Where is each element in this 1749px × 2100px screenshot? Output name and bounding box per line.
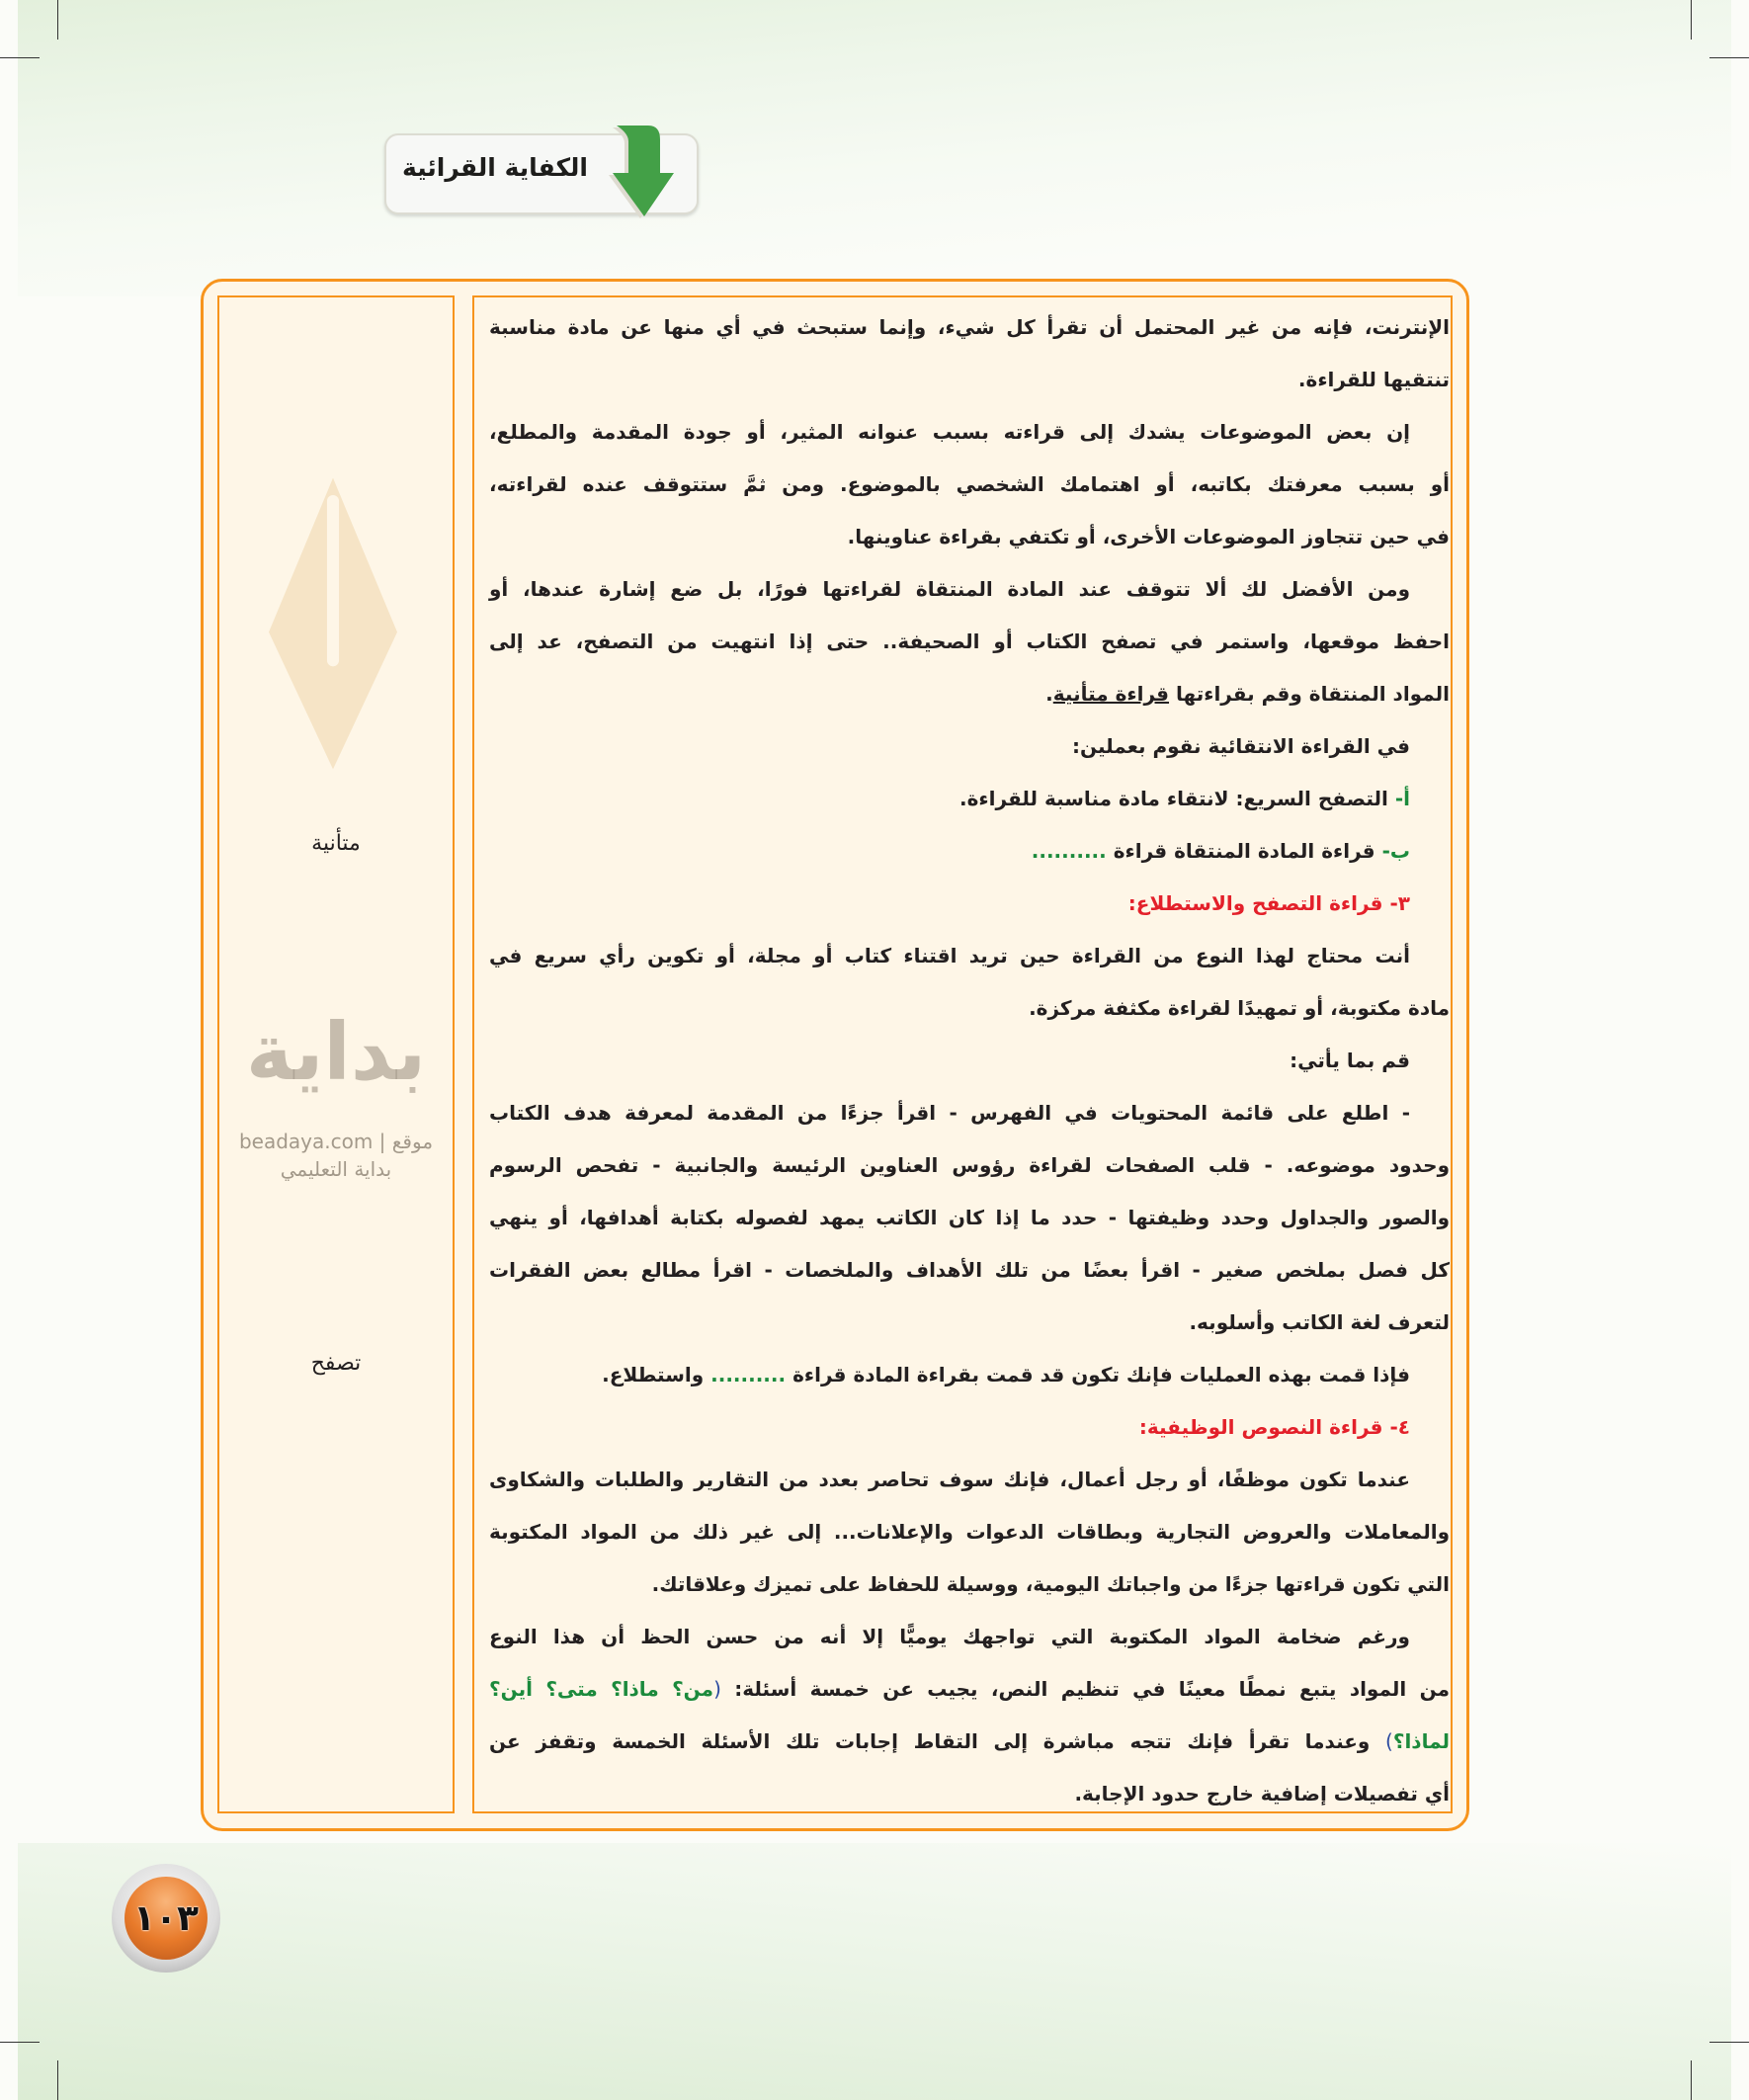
text-segment: - اطلع على قائمة المحتويات في الفهرس - اقرأ جزءًا من المقدمة لمعرفة هدف الكتاب [489, 1101, 1410, 1125]
text-line [489, 1192, 1450, 1244]
text-line [489, 668, 1450, 720]
text-line [489, 1244, 1450, 1297]
bottom-background-wave [18, 1843, 1731, 2100]
text-line [489, 878, 1450, 930]
text-line [489, 301, 1450, 354]
text-segment: أو بسبب معرفتك بكاتبه، أو اهتمامك الشخصي بالموضوع. ومن ثمَّ ستتوقف عنده لقراءته، [489, 472, 1450, 496]
text-segment: المواد المنتقاة وقم بقراءتها [1169, 682, 1450, 706]
text-line [489, 1297, 1450, 1349]
text-line [489, 1401, 1450, 1454]
text-segment: إن بعض الموضوعات يشدك إلى قراءته بسبب عنوانه المثير، أو جودة المقدمة والمطلع، [489, 420, 1410, 444]
crop-mark [1691, 2060, 1692, 2100]
crop-mark [1709, 2042, 1749, 2043]
text-line [489, 1611, 1450, 1663]
highlighted-text: ب- [1374, 839, 1410, 863]
text-segment: التي تكون قراءتها جزءًا من واجباتك اليومية، ووسيلة للحفاظ على تميزك وعلاقاتك. [651, 1572, 1450, 1596]
text-segment: وحدود موضوعه. - قلب الصفحات لقراءة رؤوس العناوين الرئيسة والجانبية - تفحص الرسوم [489, 1153, 1450, 1177]
highlighted-text: من؟ ماذا؟ متى؟ أين؟ [489, 1677, 714, 1701]
text-segment: التصفح السريع: لانتقاء مادة مناسبة للقراءة. [959, 787, 1388, 810]
crop-mark [0, 57, 40, 58]
text-segment: الإنترنت، فإنه من غير المحتمل أن تقرأ كل شيء، وإنما ستبحث في أي منها عن مادة مناسبة [489, 315, 1450, 339]
text-line [489, 1558, 1450, 1611]
text-segment: مادة مكتوبة، أو تمهيدًا لقراءة مكثفة مركزة. [1029, 996, 1450, 1020]
text-line [489, 982, 1450, 1035]
text-segment: . [1045, 682, 1053, 706]
section-title: الكفاية القرائية [402, 153, 588, 182]
text-segment: في القراءة الانتقائية نقوم بعملين: [1071, 734, 1410, 758]
text-line [489, 825, 1450, 878]
crop-mark [1709, 57, 1749, 58]
text-segment: أنت محتاج لهذا النوع من القراءة حين تريد اقتناء كتاب أو مجلة، أو تكوين رأي سريع في [489, 944, 1410, 967]
watermark-logo: بداية [245, 1006, 427, 1098]
text-segment: كل فصل بملخص صغير - اقرأ بعضًا من تلك الأهداف والملخصات - اقرأ مطالع بعض الفقرات [489, 1258, 1450, 1282]
page-number-badge [112, 1864, 220, 1973]
top-background-wave [18, 0, 1731, 296]
section-heading: ٤- قراءة النصوص الوظيفية: [1138, 1415, 1410, 1439]
text-segment: ( [713, 1677, 721, 1701]
text-segment: وعندما تقرأ فإنك تتجه مباشرة إلى التقاط إجابات تلك الأسئلة الخمسة وتقفز عن [489, 1729, 1386, 1753]
highlighted-text: .......... [1031, 839, 1107, 863]
page-number: ١٠٣ [133, 1897, 199, 1939]
text-line [489, 406, 1450, 459]
margin-label: تصفح [310, 1351, 362, 1376]
crop-mark [57, 0, 58, 40]
pen-nib-watermark-icon [269, 475, 397, 772]
text-line [489, 1768, 1450, 1820]
highlighted-text: .......... [710, 1363, 787, 1386]
text-segment: تنتقيها للقراءة. [1297, 368, 1450, 391]
text-segment: في حين تتجاوز الموضوعات الأخرى، أو تكتفي بقراءة عناوينها. [847, 525, 1450, 548]
text-line [489, 1087, 1450, 1139]
text-line [489, 1454, 1450, 1506]
text-line [489, 1663, 1450, 1716]
highlighted-text: أ- [1387, 787, 1410, 810]
highlighted-text: لماذا؟ [1392, 1729, 1450, 1753]
crop-mark [57, 2060, 58, 2100]
text-line [489, 1716, 1450, 1768]
text-segment: والصور والجداول وحدد وظيفتها - حدد ما إذا كان الكاتب يمهد لفصوله بكتابة أهدافها، أو ينهي [489, 1206, 1450, 1229]
text-segment: قراءة متأنية [1052, 682, 1170, 706]
watermark-url: beadaya.com | موقع بداية التعليمي [238, 1130, 434, 1181]
text-segment: قم بما يأتي: [1290, 1049, 1410, 1072]
arrow-down-icon [609, 126, 678, 219]
text-segment: ) [1385, 1729, 1393, 1753]
text-line [489, 1349, 1450, 1401]
margin-column [217, 295, 455, 1813]
text-segment: قراءة المادة المنتقاة قراءة [1106, 839, 1375, 863]
text-line [489, 1139, 1450, 1192]
crop-mark [1691, 0, 1692, 40]
text-segment: ومن الأفضل لك ألا تتوقف عند المادة المنتقاة لقراءتها فورًا، بل ضع إشارة عندها، أو [489, 577, 1410, 601]
page-number-inner [125, 1877, 208, 1960]
text-line [489, 511, 1450, 563]
margin-label: متأنية [311, 831, 361, 856]
text-segment: والمعاملات والعروض التجارية وبطاقات الدعوات والإعلانات... إلى غير ذلك من المواد المكتوبة [489, 1520, 1450, 1544]
section-heading: ٣- قراءة التصفح والاستطلاع: [1127, 891, 1410, 915]
text-line [489, 563, 1450, 616]
text-segment: احفظ موقعها، واستمر في تصفح الكتاب أو الصحيفة.. حتى إذا انتهيت من التصفح، عد إلى [489, 630, 1450, 653]
section-header [384, 133, 699, 214]
text-line [489, 773, 1450, 825]
text-segment: من المواد يتبع نمطًا معينًا في تنظيم النص، يجيب عن خمسة أسئلة: [720, 1677, 1450, 1701]
text-line [489, 930, 1450, 982]
body-text [489, 301, 1450, 1820]
text-segment: ورغم ضخامة المواد المكتوبة التي تواجهك يوميًّا إلا أنه من حسن الحظ أن هذا النوع [489, 1625, 1410, 1648]
text-segment: لتعرف لغة الكاتب وأسلوبه. [1189, 1310, 1450, 1334]
text-line [489, 1506, 1450, 1558]
text-line [489, 459, 1450, 511]
crop-mark [0, 2042, 40, 2043]
text-line [489, 354, 1450, 406]
text-segment: عندما تكون موظفًا، أو رجل أعمال، فإنك سوف تحاصر بعدد من التقارير والطلبات والشكاوى [489, 1468, 1410, 1491]
content-box [201, 279, 1469, 1831]
text-segment: فإذا قمت بهذه العمليات فإنك تكون قد قمت بقراءة المادة قراءة [786, 1363, 1410, 1386]
text-line [489, 616, 1450, 668]
text-line [489, 720, 1450, 773]
text-line [489, 1035, 1450, 1087]
text-segment: واستطلاع. [602, 1363, 711, 1386]
text-segment: أي تفصيلات إضافية خارج حدود الإجابة. [1074, 1782, 1450, 1806]
